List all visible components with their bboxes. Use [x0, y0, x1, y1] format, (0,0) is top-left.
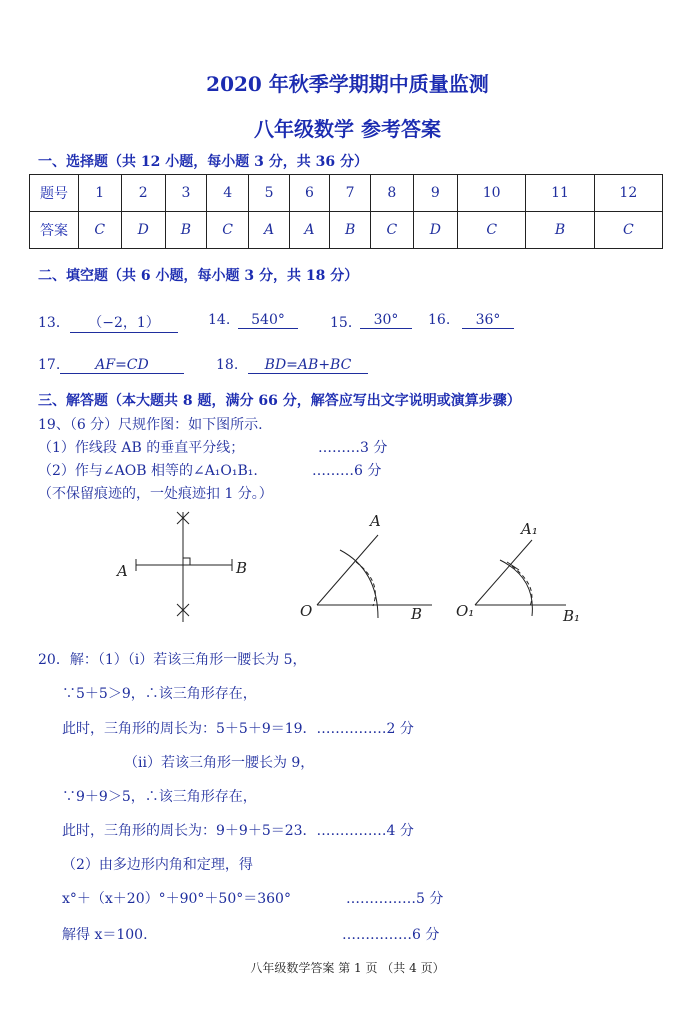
- table-cell: 7: [330, 175, 371, 212]
- table-header-answer: 答案: [30, 212, 79, 249]
- label-a-angle: A: [370, 512, 381, 530]
- q20-solution: 解得 x＝100.: [62, 927, 148, 943]
- q15-answer: 30°: [360, 312, 412, 329]
- label-b-angle: B: [411, 605, 423, 623]
- q13-answer: （−2，1）: [70, 312, 178, 333]
- page-footer: 八年级数学答案 第 1 页 （共 4 页）: [250, 961, 445, 975]
- ray-o1a1: [475, 540, 532, 605]
- q18-label: 18.: [216, 357, 239, 373]
- q20-equation: x°＋（x＋20）°＋90°＋50°＝360°: [62, 891, 291, 907]
- q20-line: 此时，三角形的周长为：5＋5＋9＝19．……………2 分: [62, 721, 414, 737]
- table-cell: C: [79, 212, 122, 249]
- q19-intro: 19、（6 分）尺规作图：如下图所示.: [38, 417, 263, 433]
- table-cell: B: [330, 212, 371, 249]
- table-cell: B: [165, 212, 206, 249]
- table-cell: D: [413, 212, 457, 249]
- q13-label: 13．: [38, 315, 70, 331]
- q19-line1-score: ………3 分: [318, 440, 388, 456]
- q17-answer: AF=CD: [60, 357, 184, 374]
- table-cell: C: [206, 212, 249, 249]
- table-cell: A: [289, 212, 329, 249]
- label-a: A: [117, 562, 128, 580]
- q19-line1: （1）作线段 AB 的垂直平分线；: [38, 440, 245, 456]
- table-row-answers: [30, 212, 663, 249]
- q20-line: （ii）若该三角形一腰长为 9，: [124, 755, 315, 771]
- section-heading-solve: 三、解答题（本大题共 8 题，满分 66 分，解答应写出文字说明或演算步骤）: [38, 393, 521, 409]
- table-row-numbers: [30, 175, 663, 212]
- table-cell: B: [526, 212, 594, 249]
- q15-label: 15．: [330, 315, 362, 331]
- table-cell: 9: [413, 175, 457, 212]
- q20-line: 20．解：（1）（i）若该三角形一腰长为 5，: [38, 652, 307, 668]
- label-b1: B₁: [563, 607, 581, 625]
- construction-arc: [340, 550, 378, 618]
- table-cell: 1: [79, 175, 122, 212]
- q19-note: （不保留痕迹的，一处痕迹扣 1 分。）: [38, 486, 273, 502]
- dashed-arc-2: [512, 566, 532, 606]
- table-cell: 5: [249, 175, 289, 212]
- table-cell: C: [458, 212, 526, 249]
- document-title: 2020 年秋季学期期中质量监测: [206, 72, 489, 96]
- table-cell: A: [249, 212, 289, 249]
- table-header-number: 题号: [30, 175, 79, 212]
- q20-line: ∵9＋9＞5，∴该三角形存在，: [62, 789, 257, 805]
- right-angle-mark: [183, 558, 190, 565]
- table-cell: C: [594, 212, 662, 249]
- table-cell: C: [371, 212, 414, 249]
- q20-score: ……………6 分: [342, 927, 440, 943]
- section-heading-choice: 一、选择题（共 12 小题，每小题 3 分，共 36 分）: [38, 154, 368, 170]
- q14-answer: 540°: [238, 312, 298, 329]
- table-cell: 8: [371, 175, 414, 212]
- table-cell: D: [121, 212, 165, 249]
- q16-answer: 36°: [462, 312, 514, 329]
- q20-line: 此时，三角形的周长为：9＋9＋5＝23．……………4 分: [62, 823, 414, 839]
- q16-label: 16.: [428, 312, 451, 328]
- ray-oa: [317, 535, 378, 605]
- answer-table: [29, 174, 663, 249]
- q20-score: ……………5 分: [346, 891, 444, 907]
- section-heading-fill: 二、填空题（共 6 小题，每小题 3 分，共 18 分）: [38, 268, 359, 284]
- figure-angle-a1o1b1: [475, 540, 566, 616]
- q19-line2-score: ………6 分: [312, 463, 382, 479]
- q19-line2: （2）作与∠AOB 相等的∠A₁O₁B₁.: [38, 463, 258, 479]
- q20-line: （2）由多边形内角和定理，得: [62, 857, 253, 873]
- table-cell: 3: [165, 175, 206, 212]
- document-subtitle: 八年级数学 参考答案: [254, 117, 441, 141]
- table-cell: 11: [526, 175, 594, 212]
- label-a1: A₁: [521, 520, 538, 538]
- label-o1: O₁: [456, 602, 475, 620]
- q18-answer: BD=AB+BC: [248, 357, 368, 374]
- figure-perpendicular-bisector: [136, 512, 232, 622]
- table-cell: 10: [458, 175, 526, 212]
- table-cell: 2: [121, 175, 165, 212]
- label-o: O: [300, 602, 313, 620]
- table-cell: 6: [289, 175, 329, 212]
- construction-figures: [0, 500, 695, 640]
- q14-label: 14.: [208, 312, 231, 328]
- q17-label: 17.: [38, 357, 61, 373]
- q20-line: ∵5＋5＞9，∴该三角形存在，: [62, 686, 257, 702]
- table-cell: 12: [594, 175, 662, 212]
- label-b: B: [236, 559, 248, 577]
- table-cell: 4: [206, 175, 249, 212]
